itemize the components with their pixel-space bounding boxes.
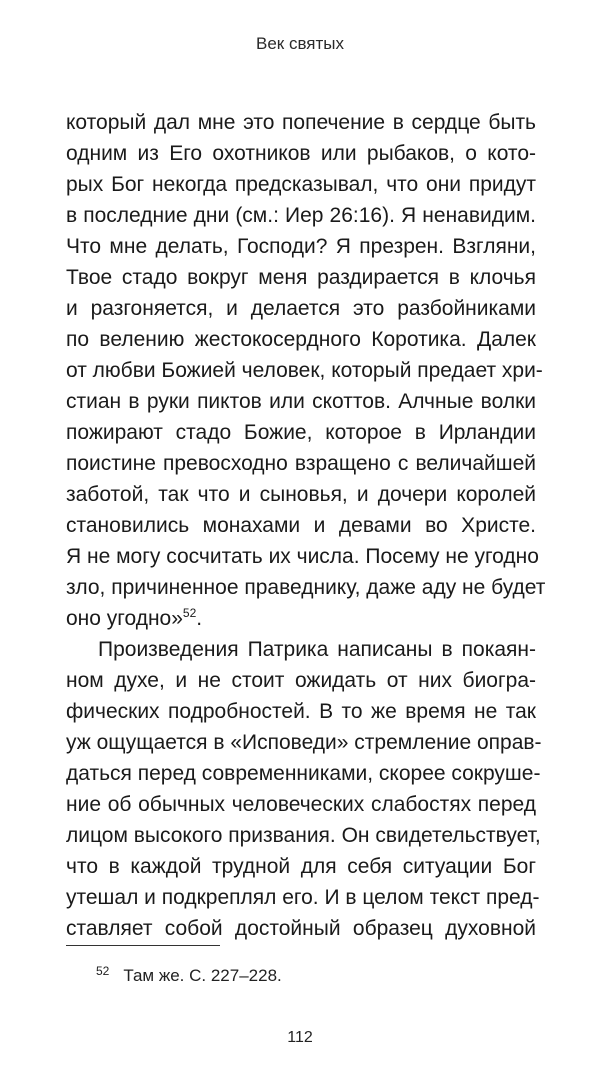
footnote-reference[interactable]: 52 — [182, 606, 197, 620]
text-line: в последние дни (см.: Иер 26:16). Я ненавидим. — [66, 204, 536, 227]
text-line: стиан в руки пиктов или скоттов. Алчные волки — [66, 390, 536, 413]
text-line: Твое стадо вокруг меня раздирается в клочья — [66, 266, 536, 289]
text-line: от любви Божией человек, который предает хри- — [66, 359, 543, 382]
footnote-number: 52 — [96, 964, 110, 978]
text-line: поистине превосходно взращено с величайшей — [66, 452, 536, 475]
page-number: 112 — [287, 1029, 313, 1046]
text-line: пожирают стадо Божие, которое в Ирландии — [66, 421, 536, 444]
text-line: лицом высокого призвания. Он свидетельствует, — [66, 824, 541, 847]
text-line: Что мне делать, Господи? Я презрен. Взгляни, — [66, 235, 536, 258]
body-text — [66, 107, 546, 944]
paragraph-end-line: оно угодно»$^{52}$. — [66, 606, 203, 630]
text-line: оно угодно» — [66, 607, 183, 630]
text-line: становились монахами и девами во Христе. — [66, 514, 536, 537]
paragraph-start-line: Произведения Патрика написаны в покаян- — [98, 638, 536, 661]
text-line: фических подробностей. В то же время не так — [66, 700, 536, 723]
text-line: зло, причиненное праведнику, даже аду не будет — [66, 576, 546, 599]
footnote — [96, 960, 282, 987]
footnote-text: Там же. С. 227–228. — [123, 966, 282, 985]
text-line: и разгоняется, и делается это разбойниками — [66, 297, 536, 320]
text-line: утешал и подкреплял его. И в целом текст пред- — [66, 886, 540, 909]
footnote-divider — [66, 945, 220, 946]
text-line: по велению жестокосердного Коротика. Далек — [66, 328, 536, 351]
running-head: Век святых — [255, 34, 344, 53]
text-line: заботой, так что и сыновья, и дочери королей — [66, 483, 536, 506]
text-line: одним из Его охотников или рыбаков, о кото- — [66, 142, 536, 165]
text-line: ставляет собой достойный образец духовной — [66, 917, 536, 940]
text-line: Я не могу сосчитать их числа. Посему не угодно — [66, 545, 539, 568]
text-line: уж ощущается в «Исповеди» стремление оправ- — [66, 731, 542, 754]
text-line: что в каждой трудной для себя ситуации Бог — [66, 855, 536, 878]
text-line: рых Бог некогда предсказывал, что они придут — [66, 173, 536, 196]
text-line: ном духе, и не стоит ожидать от них биогра- — [66, 669, 536, 692]
text-line: даться перед современниками, скорее сокруше- — [66, 762, 541, 785]
text-line: который дал мне это попечение в сердце быть — [66, 111, 536, 134]
text-line: ние об обычных человеческих слабостях перед — [66, 793, 536, 816]
